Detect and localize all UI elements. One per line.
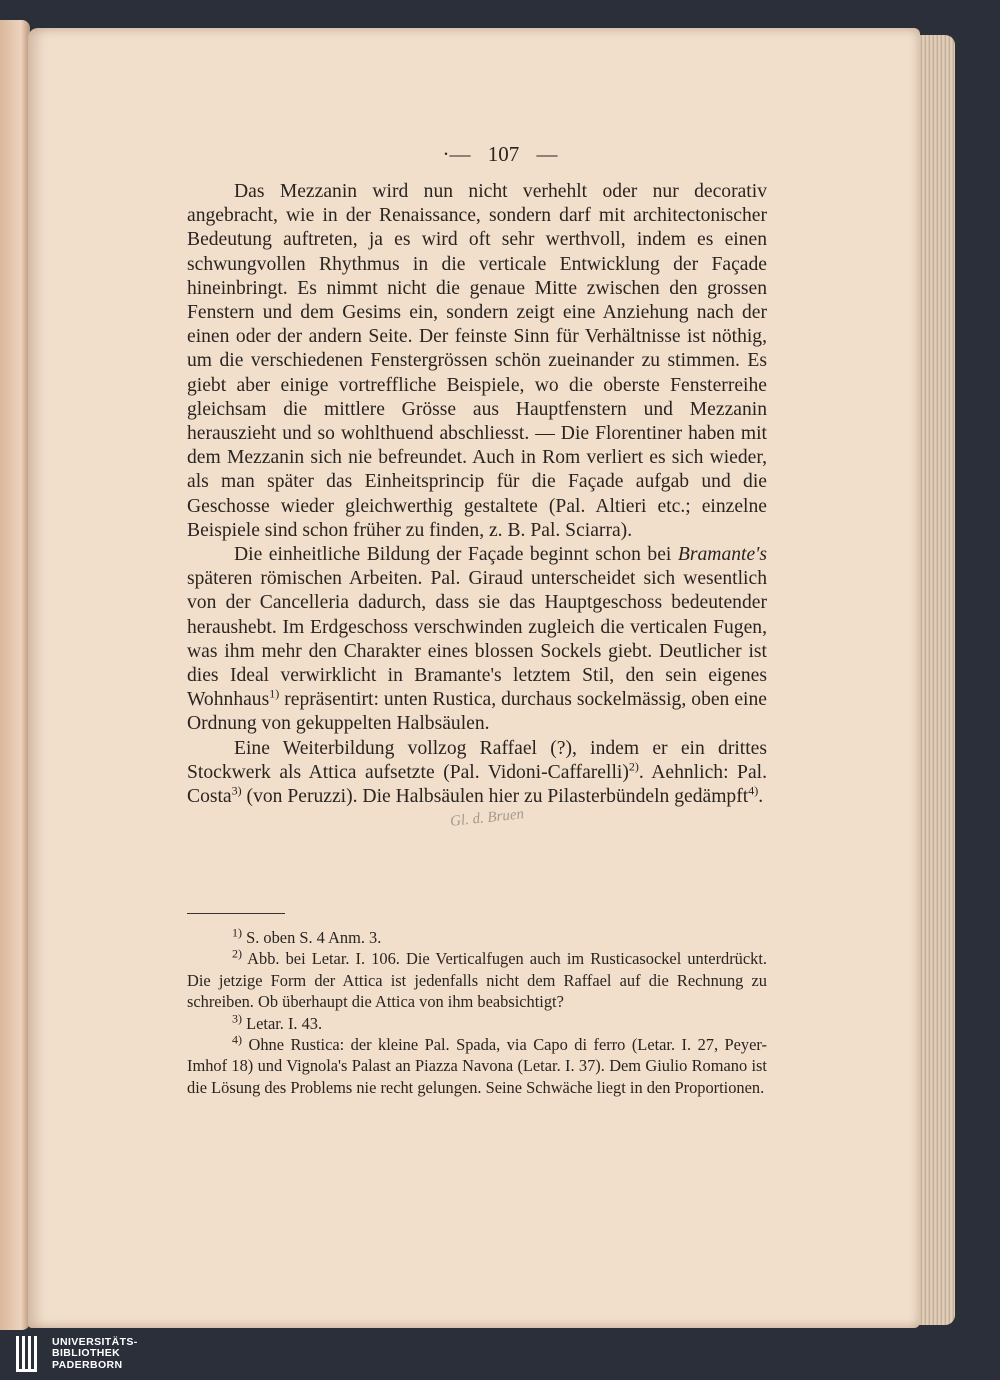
pencil-annotation: Gl. d. Bruen: [449, 806, 525, 830]
footnote-marker: 1): [232, 925, 242, 940]
paragraph-3-part-1: Eine Weiterbildung vollzog Raffael (?), indem er ein drittes Stockwerk als Attica aufsetzte (Pal. Vidoni-Caffarelli): [187, 737, 767, 783]
footnote-text: Letar. I. 43.: [242, 1013, 323, 1033]
logo-line-1: UNIVERSITÄTS-: [52, 1335, 138, 1348]
footnote-ref-1: 1): [269, 686, 280, 701]
paragraph-2: [187, 543, 767, 737]
footnote-2: [187, 948, 767, 1012]
library-logo-icon: [16, 1334, 42, 1374]
page-number: [0, 142, 1000, 167]
footnote-4: [187, 1034, 767, 1098]
footnote-ref-2: 2): [628, 759, 639, 774]
library-logo: [16, 1332, 138, 1376]
paragraph-3-part-3: (von Peruzzi). Die Halbsäulen hier zu Pilasterbündeln gedämpft: [241, 786, 749, 808]
paragraph-2-start: Die einheitliche Bildung der Façade beginnt schon bei: [234, 544, 678, 566]
previous-page-edge: [0, 20, 30, 1330]
footnote-marker: 3): [232, 1011, 242, 1026]
paragraph-3: [187, 737, 767, 810]
paragraph-1: Das Mezzanin wird nun nicht verhehlt oder nur decorativ angebracht, wie in der Renaissance, sondern darf mit architectonischer Bedeutung auftreten, ja es wird oft sehr werthvoll, indem es einen schwungvollen Rhythmus in die verticale Entwicklung der Façade hineinbringt. Es nimmt nicht die genaue Mitte zwischen den grossen Fenstern und dem Gesims ein, sondern zeigt eine Anziehung nach der einen oder der andern Seite. Der feinste Sinn für Verhältnisse ist nöthig, um die verschiedenen Fenstergrössen schön zueinander zu stimmen. Es giebt aber einige vortreffliche Beispiele, wo die oberste Fensterreihe gleichsam die mittlere Grösse aus Hauptfenstern und Mezzanin herauszieht und so wohlthuend abschliesst. — Die Florentiner haben mit dem Mezzanin sich nie befreundet. Auch in Rom verliert es sich wieder, als man später das Einheitsprincip für die Façade aufgab und die Geschosse wieder gleichwerthig gestaltete (Pal. Altieri etc.; einzelne Beispiele sind schon früher zu finden, z. B. Pal. Sciarra).: [187, 181, 767, 541]
library-logo-text: [52, 1337, 138, 1372]
logo-line-2: BIBLIOTHEK: [52, 1347, 121, 1360]
logo-line-3: PADERBORN: [52, 1358, 123, 1371]
footnote-1: [187, 927, 767, 948]
footnote-marker: 2): [232, 946, 242, 961]
footnote-marker: 4): [232, 1032, 242, 1047]
paragraph-2-end: repräsentirt: unten Rustica, durchaus sockelmässig, oben eine Ordnung von gekuppelten Halbsäulen.: [187, 689, 767, 735]
footnote-3: [187, 1013, 767, 1034]
footnote-ref-3: 3): [231, 783, 242, 798]
paragraph-2-middle: späteren römischen Arbeiten. Pal. Giraud unterscheidet sich wesentlich von der Cancelleria dadurch, dass sie das Hauptgeschoss bedeutender heraushebt. Im Erdgeschoss verschwinden zugleich die verticalen Fugen, was ihm mehr den Charakter eines blossen Sockels giebt. Deutlicher ist dies Ideal verwirklicht in Bramante's letztem Stil, den sein eigenes Wohnhaus: [187, 568, 767, 711]
footnote-separator: [187, 913, 285, 914]
bramante-name: Bramante's: [677, 544, 767, 566]
footnote-text: Abb. bei Letar. I. 106. Die Verticalfugen auch im Rusticasockel unterdrückt. Die jetzige Form der Attica ist jedenfalls nicht dem Raffael auf die Rechnung zu schreiben. Ob überhaupt die Attica von ihm beabsichtigt?: [187, 949, 767, 1012]
body-text: [187, 180, 767, 809]
page-number-value: 107: [487, 142, 520, 166]
paragraph-3-part-4: .: [758, 786, 764, 808]
footnote-text: S. oben S. 4 Anm. 3.: [242, 928, 382, 947]
footnote-ref-4: 4): [748, 783, 759, 798]
footnote-text: Ohne Rustica: der kleine Pal. Spada, via Capo di ferro (Letar. I. 27, Peyer-Imhof 18) und Vignola's Palast an Piazza Navona (Letar. I. 37). Dem Giulio Romano ist die Lösung des Problems nie recht gelungen. Seine Schwäche liegt in den Proportionen.: [187, 1035, 767, 1097]
paragraph-3-part-2: . Aehnlich: Pal. Costa: [187, 761, 767, 808]
page-number-dash-left: ·—: [442, 142, 471, 166]
footnotes: [187, 927, 767, 1098]
page-number-dash-right: —: [536, 142, 558, 166]
